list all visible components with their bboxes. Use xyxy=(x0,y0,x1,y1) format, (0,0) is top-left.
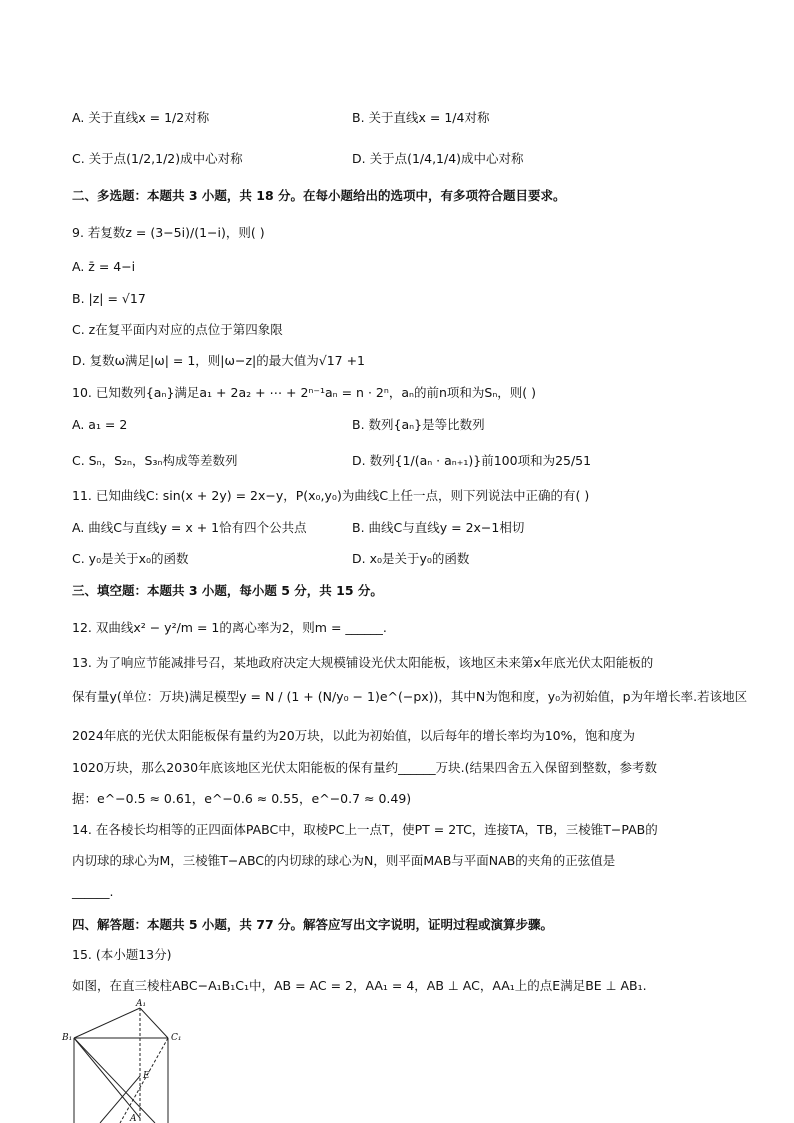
label-e: E xyxy=(143,1071,150,1081)
q10-stem: 10. 已知数列{aₙ}满足a₁ + 2a₂ + ⋯ + 2ⁿ⁻¹aₙ = n · 2ⁿ，aₙ的前n项和为Sₙ，则( ) xyxy=(72,385,537,400)
q9-option-b: B. |z| = √17 xyxy=(72,291,146,306)
q13-line-5: 据：e^−0.5 ≈ 0.61，e^−0.6 ≈ 0.55，e^−0.7 ≈ 0.49) xyxy=(72,791,412,806)
q8-option-c: C. 关于点(1/2,1/2)成中心对称 xyxy=(72,151,243,166)
q12-text: 12. 双曲线x² − y²/m = 1的离心率为2，则m = ______. xyxy=(72,620,387,635)
q15-heading: 15. (本小题13分) xyxy=(72,947,172,962)
q10-option-d: D. 数列{1/(aₙ · aₙ₊₁)}前100项和为25/51 xyxy=(352,453,592,468)
q9-option-d: D. 复数ω满足|ω| = 1，则|ω−z|的最大值为√17 +1 xyxy=(72,353,365,368)
label-c1: C₁ xyxy=(171,1033,182,1043)
q13-line-4: 1020万块，那么2030年底该地区光伏太阳能板的保有量约______万块.(结果四舍五入保留到整数，参考数 xyxy=(72,760,657,775)
section-3-heading: 三、填空题：本题共 3 小题，每小题 5 分，共 15 分。 xyxy=(72,583,383,598)
edge-a1-c1 xyxy=(140,1008,168,1038)
section-2-heading: 二、多选题：本题共 3 小题，共 18 分。在每小题给出的选项中，有多项符合题目要求。 xyxy=(72,188,566,203)
edge-b1-a1 xyxy=(74,1008,140,1038)
q10-option-b: B. 数列{aₙ}是等比数列 xyxy=(352,417,485,432)
q10-option-a: A. a₁ = 2 xyxy=(72,417,128,432)
q11-option-d: D. x₀是关于y₀的函数 xyxy=(352,551,470,566)
q14-line-3: ______. xyxy=(72,884,114,899)
q14-line-2: 内切球的球心为M，三棱锥T−ABC的内切球的球心为N，则平面MAB与平面NAB的夹角的正弦值是 xyxy=(72,853,616,868)
q14-line-1: 14. 在各棱长均相等的正四面体PABC中，取棱PC上一点T，使PT = 2TC，连接TA，TB，三棱锥T−PAB的 xyxy=(72,822,658,837)
label-b1: B₁ xyxy=(62,1033,73,1043)
q13-line-3: 2024年底的光伏太阳能板保有量约为20万块，以此为初始值，以后每年的增长率均为10%，饱和度为 xyxy=(72,728,636,743)
q13-line-2: 保有量y(单位：万块)满足模型y = N / (1 + (N/y₀ − 1)e^(−px))，其中N为饱和度，y₀为初始值，p为年增长率.若该地区 xyxy=(72,689,748,704)
section-4-heading: 四、解答题：本题共 5 小题，共 77 分。解答应写出文字说明，证明过程或演算步骤。 xyxy=(72,917,554,932)
q13-line-1: 13. 为了响应节能减排号召，某地政府决定大规模铺设光伏太阳能板，该地区未来第x年底光伏太阳能板的 xyxy=(72,655,654,670)
q9-option-c: C. z在复平面内对应的点位于第四象限 xyxy=(72,322,283,337)
q8-option-d: D. 关于点(1/4,1/4)成中心对称 xyxy=(352,151,524,166)
label-a: A xyxy=(130,1114,137,1123)
q8-option-a: A. 关于直线x = 1/2对称 xyxy=(72,110,210,125)
q11-option-b: B. 曲线C与直线y = 2x−1相切 xyxy=(352,520,525,535)
prism-figure xyxy=(60,998,210,1123)
q10-option-c: C. Sₙ，S₂ₙ，S₃ₙ构成等差数列 xyxy=(72,453,238,468)
q15-body: 如图，在直三棱柱ABC−A₁B₁C₁中，AB = AC = 2，AA₁ = 4，AB ⊥ AC，AA₁上的点E满足BE ⊥ AB₁. xyxy=(72,978,647,993)
q9-option-a: A. z̄ = 4−i xyxy=(72,259,136,274)
q11-option-c: C. y₀是关于x₀的函数 xyxy=(72,551,189,566)
q11-option-a: A. 曲线C与直线y = x + 1恰有四个公共点 xyxy=(72,520,307,535)
q8-option-b: B. 关于直线x = 1/4对称 xyxy=(352,110,490,125)
q9-stem: 9. 若复数z = (3−5i)/(1−i)，则( ) xyxy=(72,225,265,240)
label-a1: A₁ xyxy=(136,999,147,1009)
q11-stem: 11. 已知曲线C: sin(x + 2y) = 2x−y，P(x₀,y₀)为曲线C上任一点，则下列说法中正确的有( ) xyxy=(72,488,590,503)
